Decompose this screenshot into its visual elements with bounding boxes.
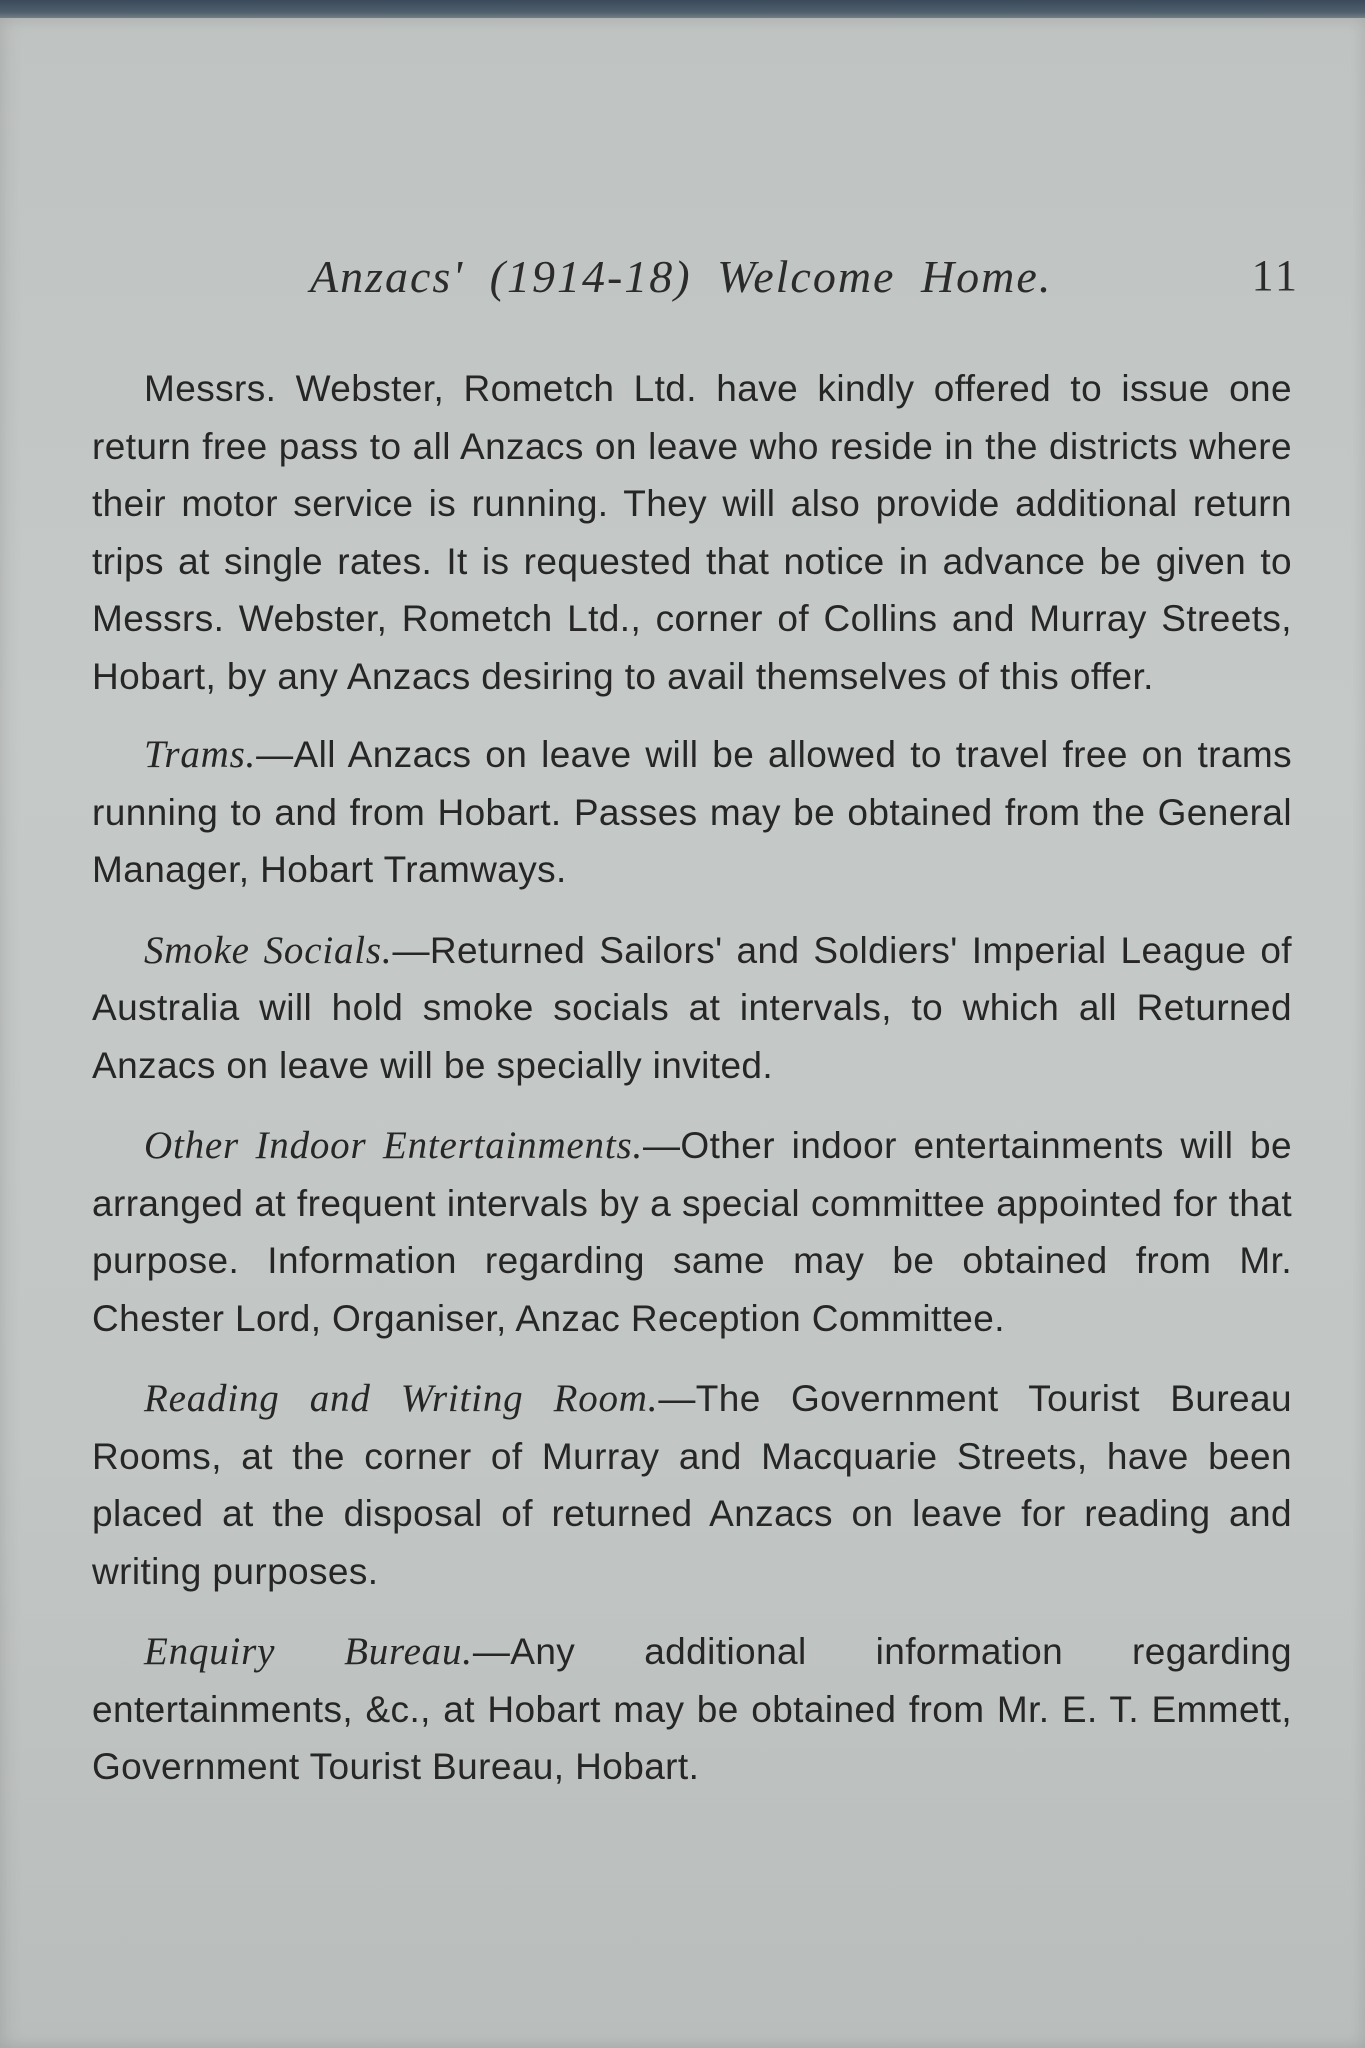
paragraph-text: —The Government Tourist Bureau Rooms, at the corner of Murray and Macquarie Streets, have been placed at the disposal of returned Anzacs on leave for reading and writing purposes. <box>92 1378 1292 1592</box>
paragraph-smoke-socials <box>92 922 1292 1095</box>
paragraph-text: —All Anzacs on leave will be allowed to travel free on trams running to and from Hobart. Passes may be obtained from the General Manager, Hobart Tramways. <box>92 734 1292 890</box>
running-head <box>310 250 1300 310</box>
paragraph-heading: Other Indoor Entertainments. <box>144 1124 644 1167</box>
paragraph-text: —Other indoor entertainments will be arranged at frequent intervals by a special committee appointed for that purpose. Information regarding same may be obtained from Mr. Chester Lord, Organiser, Anzac Reception Committee. <box>92 1125 1292 1339</box>
paragraph-indoor-entertainments <box>92 1117 1292 1347</box>
paragraph-heading: Smoke Socials. <box>144 928 393 972</box>
paragraph-motor-service <box>92 360 1292 705</box>
paragraph-trams <box>92 726 1292 899</box>
paragraph-heading: Trams. <box>144 733 257 776</box>
page-body <box>92 360 1292 1819</box>
paragraph-heading: Enquiry Bureau. <box>144 1630 473 1673</box>
page-number: 11 <box>1251 251 1300 300</box>
paragraph-text: Messrs. Webster, Rometch Ltd. have kindly offered to issue one return free pass to all Anzacs on leave who reside in the districts where their motor service is running. They will also provide additional return trips at single rates. It is requested that notice in advance be given to Messrs. Webster, Rometch Ltd., corner of Collins and Murray Streets, Hobart, by any Anzacs desiring to avail themselves of this offer. <box>92 368 1292 697</box>
running-head-title: Anzacs' (1914-18) Welcome Home. <box>310 251 1053 302</box>
paragraph-heading: Reading and Writing Room. <box>144 1377 659 1420</box>
paragraph-reading-room <box>92 1370 1292 1600</box>
paragraph-text: —Returned Sailors' and Soldiers' Imperial League of Australia will hold smoke socials at intervals, to which all Returned Anzacs on leave will be specially invited. <box>92 929 1292 1086</box>
paragraph-text: —Any additional information regarding entertainments, &c., at Hobart may be obtained from Mr. E. T. Emmett, Government Tourist Bureau, Hobart. <box>92 1631 1292 1787</box>
paragraph-enquiry-bureau <box>92 1623 1292 1796</box>
